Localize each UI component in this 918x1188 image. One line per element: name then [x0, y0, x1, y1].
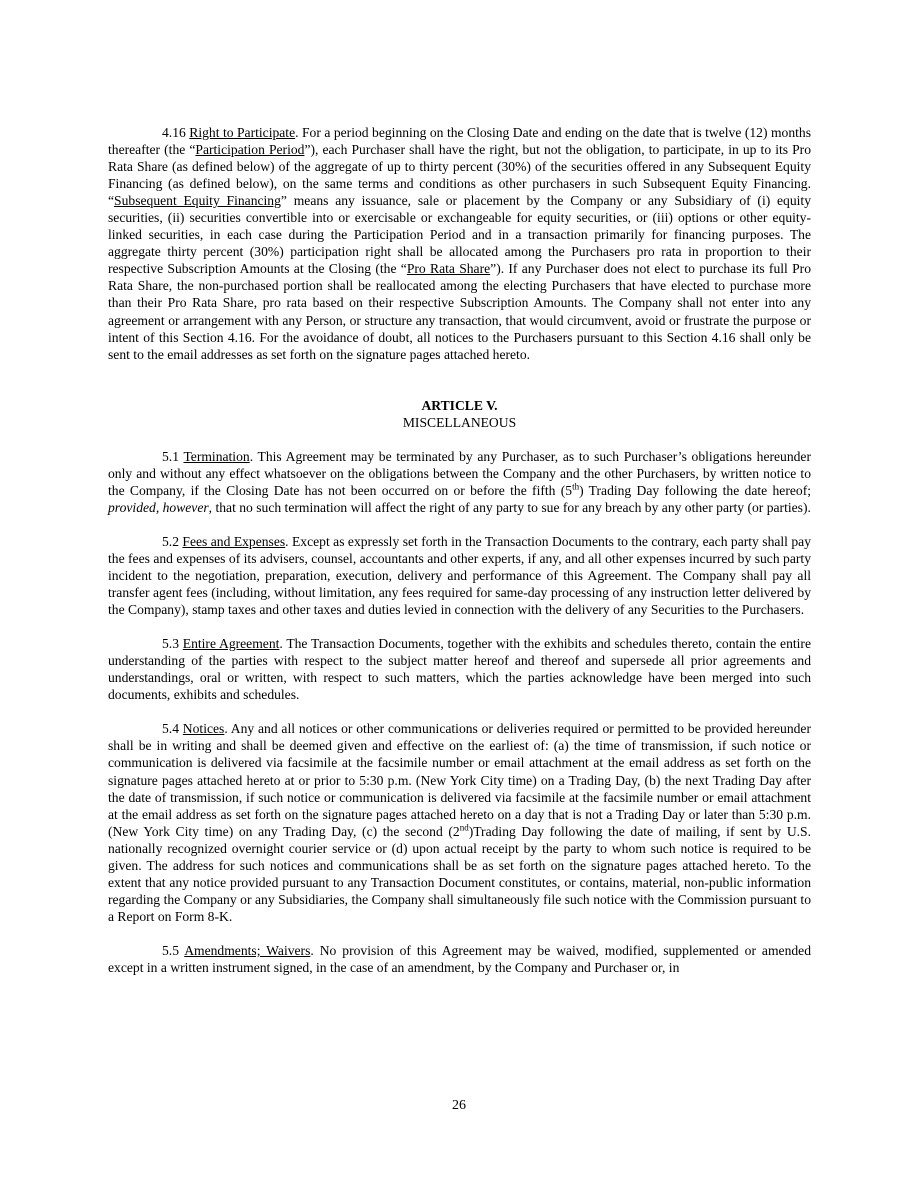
body-text: . This Agreement may be terminated by any Purchaser, as to such Purchaser’s obligations hereunder only and without any effect whatsoever on the obligations between the Company and the other Purchasers, by written notice to the Company, if the Closing Date has not been occurred on or before the fifth (5	[108, 448, 811, 498]
spacer	[108, 516, 811, 533]
spacer	[108, 703, 811, 720]
spacer	[108, 363, 811, 397]
body-text: . Any and all notices or other communications or deliveries required or permitted to be provided hereunder shall be in writing and shall be deemed given and effective on the earliest of: (a) the time of transmission, if such notice or communication is delivered via facsimile at the facsimile number or email attachment at the email address as set forth on the signature pages attached hereto at or prior to 5:30 p.m. (New York City time) on a Trading Day, (b) the next Trading Day after the date of transmission, if such notice or communication is delivered via facsimile at the facsimile number or email attachment at the email address as set forth on the signature pages attached hereto on a day that is not a Trading Day or later than 5:30 p.m. (New York City time) on any Trading Day, (c) the second (2	[108, 721, 811, 839]
page-number: 26	[452, 1098, 466, 1113]
ordinal-superscript: th	[572, 481, 580, 492]
body-text: . For a period beginning on the Closing Date and ending on the date that is twelve (12) months thereafter (the “	[108, 125, 812, 158]
section-5-2-paragraph	[108, 533, 811, 618]
body-text: ”). If any Purchaser does not elect to purchase its full Pro Rata Share, the non-purchased portion shall be reallocated among the electing Purchasers that have elected to purchase more than their Pro Rata Share, pro rata based on their respective Subscription Amounts. The Company shall not enter into any agreement or arrangement with any Person, or structure any transaction, that would circumvent, avoid or frustrate the purpose or intent of this Section 4.16. For the avoidance of doubt, all notices to the Purchasers pursuant to this Section 4.16 shall only be sent to the email addresses as set forth on the signature pages attached hereto.	[108, 261, 811, 362]
section-number: 5.5	[162, 942, 185, 958]
spacer	[108, 618, 811, 635]
section-number: 5.2	[162, 533, 183, 549]
ordinal-superscript: nd	[459, 822, 469, 833]
document-body	[108, 124, 811, 976]
defined-term: Participation Period	[195, 142, 305, 158]
body-text: )Trading Day following the date of mailing, if sent by U.S. nationally recognized overnight courier service or (d) upon actual receipt by the party to whom such notice is required to be given. The address for such notices and communications shall be as set forth on the signature pages attached hereto. To the extent that any notice provided pursuant to any Transaction Document constitutes, or contains, material, non-public information regarding the Company or any Subsidiaries, the Company shall simultaneously file such notice with the Commission pursuant to a Report on Form 8-K.	[108, 823, 812, 924]
section-heading: Termination	[183, 448, 250, 464]
section-heading: Right to Participate	[189, 125, 296, 140]
section-5-1-paragraph	[108, 448, 811, 516]
section-4-16-paragraph	[108, 124, 811, 363]
section-5-3-paragraph	[108, 635, 811, 703]
body-text: ” means any issuance, sale or placement by the Company or any Subsidiary of (i) equity securities, (ii) securities convertible into or exercisable or exchangeable for equity securities, or (iii) options or other equity-linked securities, in each case during the Participation Period and in a transaction primarily for financing purposes. The aggregate thirty percent (30%) participation right shall be allocated among the Purchasers pro rata in proportion to their respective Subscription Amounts at the Closing (the “	[108, 193, 811, 277]
body-text: ) Trading Day following the date hereof;	[579, 482, 811, 498]
article-subtitle: MISCELLANEOUS	[402, 414, 517, 430]
section-number: 5.4	[162, 721, 183, 737]
section-number: 5.3	[162, 636, 183, 652]
spacer	[108, 431, 811, 448]
section-number: 4.16	[162, 125, 190, 140]
body-text: , that no such termination will affect the right of any party to sue for any breach by any other party (or parties).	[208, 499, 811, 515]
section-heading: Entire Agreement	[182, 636, 280, 652]
article-title: ARTICLE V.	[421, 397, 498, 413]
body-text: . No provision of this Agreement may be waived, modified, supplemented or amended except in a written instrument signed, in the case of an amendment, by the Company and Purchaser or, in	[108, 942, 811, 975]
section-heading: Fees and Expenses	[182, 533, 286, 549]
section-5-4-paragraph	[108, 720, 811, 925]
section-heading: Amendments; Waivers	[184, 942, 311, 958]
body-text: . Except as expressly set forth in the Transaction Documents to the contrary, each party shall pay the fees and expenses of its advisers, counsel, accountants and other experts, if any, and all other expenses incurred by such party incident to the negotiation, preparation, execution, delivery and performance of this Agreement. The Company shall pay all transfer agent fees (including, without limitation, any fees required for same-day processing of any instruction letter delivered by the Company), stamp taxes and other taxes and duties levied in connection with the delivery of any Securities to the Purchasers.	[108, 533, 812, 618]
italic-proviso: provided, however	[108, 499, 209, 515]
defined-term: Subsequent Equity Financing	[114, 193, 281, 209]
section-number: 5.1	[162, 448, 184, 464]
section-heading: Notices	[182, 721, 225, 737]
defined-term: Pro Rata Share	[406, 261, 491, 277]
section-5-5-paragraph	[108, 942, 811, 976]
spacer	[108, 925, 811, 942]
body-text: ”), each Purchaser shall have the right, but not the obligation, to participate, in up to its Pro Rata Share (as defined below) of the aggregate of up to thirty percent (30%) of the securities offered in any Subsequent Equity Financing (as defined below), on the same terms and conditions as other purchasers in such Subsequent Equity Financing. “	[108, 142, 812, 209]
body-text: . The Transaction Documents, together with the exhibits and schedules thereto, contain the entire understanding of the parties with respect to the subject matter hereof and thereof and supersede all prior agreements and understandings, oral or written, with respect to such matters, which the parties acknowledge have been merged into such documents, exhibits and schedules.	[108, 636, 811, 703]
